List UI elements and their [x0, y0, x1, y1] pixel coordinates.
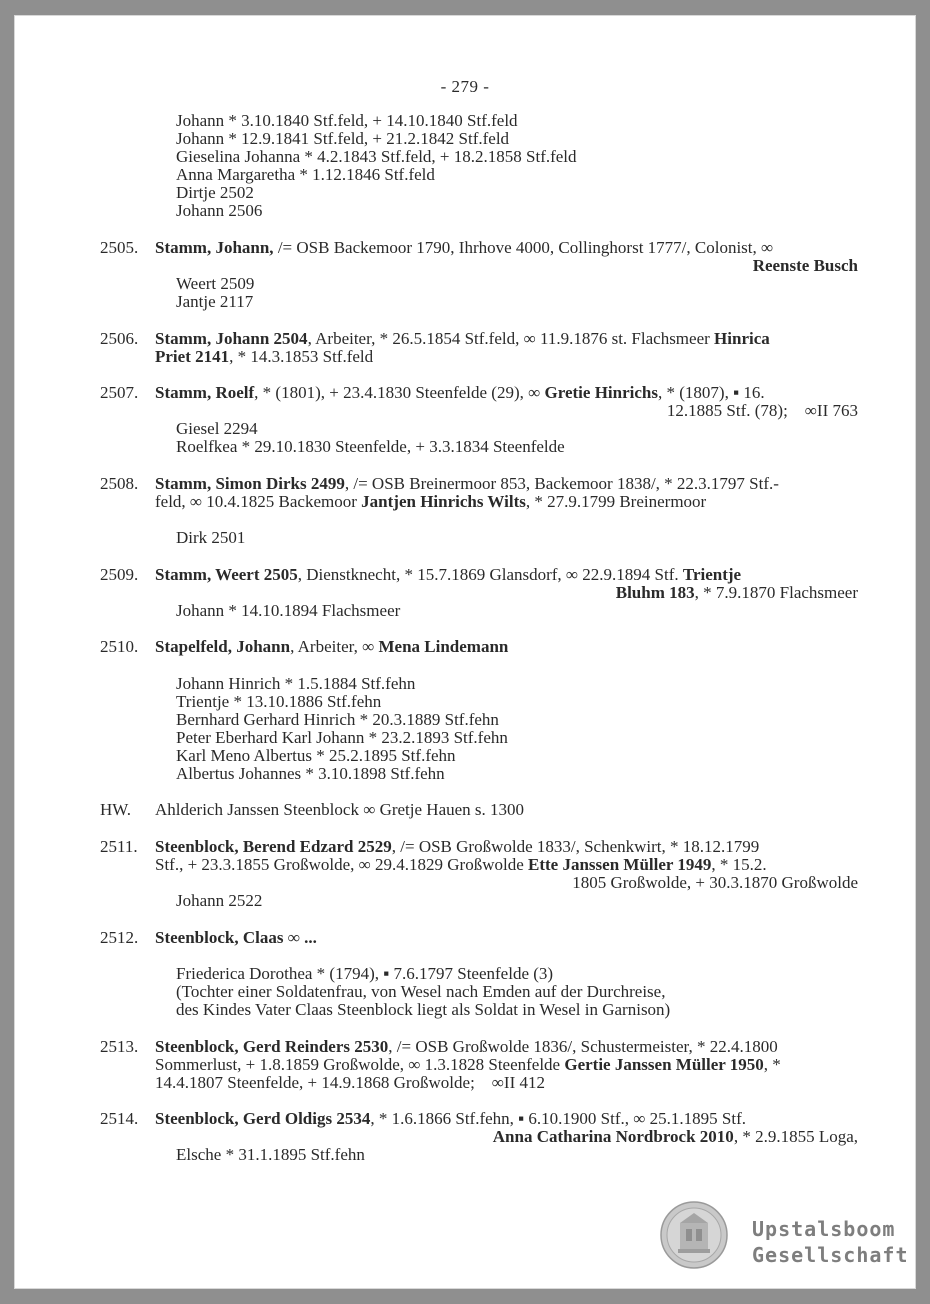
- person-name: Stamm, Simon Dirks 2499: [155, 474, 345, 493]
- entry-text: , /= OSB Großwolde 1836/, Schustermeister, * 22.4.1800: [388, 1037, 778, 1056]
- entry-line: [400, 584, 858, 602]
- entry-line: [155, 348, 373, 366]
- entry-text: , * 14.3.1853 Stf.feld: [229, 347, 374, 366]
- spouse-name: Gertie Janssen Müller 1950: [564, 1055, 764, 1074]
- list-item: Gieselina Johanna * 4.2.1843 Stf.feld, + 18.2.1858 Stf.feld: [176, 147, 577, 166]
- list-item: Johann Hinrich * 1.5.1884 Stf.fehn: [176, 674, 416, 693]
- list-item: Johann * 3.10.1840 Stf.feld, + 14.10.1840 Stf.feld: [176, 111, 518, 130]
- list-item: Anna Margaretha * 1.12.1846 Stf.feld: [176, 165, 435, 184]
- person-name: Stamm, Roelf: [155, 383, 255, 402]
- list-item: Roelfkea * 29.10.1830 Steenfelde, + 3.3.1834 Steenfelde: [176, 437, 565, 456]
- entry-number: 2507.: [100, 383, 139, 402]
- entry-line: [155, 1056, 781, 1074]
- entry-number: 2505.: [100, 238, 139, 257]
- spouse-name: Gretie Hinrichs: [544, 383, 658, 402]
- list-item: Friederica Dorothea * (1794), ▪ 7.6.1797 Steenfelde (3): [176, 964, 554, 983]
- list-item: Albertus Johannes * 3.10.1898 Stf.fehn: [176, 764, 445, 783]
- seal-logo-icon: [660, 1201, 728, 1269]
- spouse-name: Jantjen Hinrichs Wilts: [361, 492, 526, 511]
- brand-name-line2: Gesellschaft: [752, 1243, 909, 1267]
- entry-line: [155, 1110, 746, 1128]
- entry-line: [400, 257, 858, 275]
- entry-line: Ahlderich Janssen Steenblock ∞ Gretje Hauen s. 1300: [155, 800, 525, 819]
- spouse-name: Ette Janssen Müller 1949: [528, 855, 712, 874]
- list-item: (Tochter einer Soldatenfrau, von Wesel nach Emden auf der Durchreise,: [176, 982, 666, 1001]
- list-item: des Kindes Vater Claas Steenblock liegt als Soldat in Wesel in Garnison): [176, 1000, 671, 1019]
- entry-line: [400, 1128, 858, 1146]
- spouse-name: Reenste Busch: [752, 256, 858, 275]
- list-item: Karl Meno Albertus * 25.2.1895 Stf.fehn: [176, 746, 456, 765]
- entry-number: 2508.: [100, 474, 139, 493]
- entry-line: [155, 493, 706, 511]
- entry-line: 1805 Großwolde, + 30.3.1870 Großwolde: [572, 873, 858, 892]
- entry-line: 14.4.1807 Steenfelde, + 14.9.1868 Großwolde; ∞II 412: [155, 1073, 545, 1092]
- entry-number: HW.: [100, 800, 132, 819]
- entry-text: , Arbeiter, * 26.5.1854 Stf.feld, ∞ 11.9.1876 st. Flachsmeer: [307, 329, 715, 348]
- person-name: Stamm, Weert 2505: [155, 565, 298, 584]
- entry-number: 2514.: [100, 1109, 139, 1128]
- entry-number: 2506.: [100, 329, 139, 348]
- entry-number: 2512.: [100, 928, 139, 947]
- spouse-name: Anna Catharina Nordbrock 2010: [492, 1127, 734, 1146]
- entry-line: 12.1885 Stf. (78); ∞II 763: [666, 401, 858, 420]
- page-number: - 279 -: [440, 77, 490, 96]
- entry-text: , * 27.9.1799 Breinermoor: [525, 492, 707, 511]
- entry-text: , Arbeiter, ∞: [290, 637, 379, 656]
- list-item: Giesel 2294: [176, 419, 258, 438]
- entry-text: feld, ∞ 10.4.1825 Backemoor: [155, 492, 362, 511]
- entry-line: [155, 838, 759, 856]
- entry-text: , * (1807), ▪ 16.: [658, 383, 765, 402]
- list-item: Dirk 2501: [176, 528, 246, 547]
- list-item: Johann 2522: [176, 891, 263, 910]
- spouse-name: Priet 2141: [155, 347, 230, 366]
- entry-text: , Dienstknecht, * 15.7.1869 Glansdorf, ∞ 22.9.1894 Stf.: [297, 565, 683, 584]
- entry-text: , * 15.2.: [711, 855, 767, 874]
- entry-number: 2510.: [100, 637, 139, 656]
- person-name: Steenblock, Gerd Reinders 2530: [155, 1037, 389, 1056]
- entry-number: 2513.: [100, 1037, 139, 1056]
- person-name: Steenblock, Claas: [155, 928, 284, 947]
- spouse-name: Trientje: [682, 565, 742, 584]
- list-item: Elsche * 31.1.1895 Stf.fehn: [176, 1145, 365, 1164]
- entry-text: , * 7.9.1870 Flachsmeer: [694, 583, 858, 602]
- entry-text: Stf., + 23.3.1855 Großwolde, ∞ 29.4.1829 Großwolde: [155, 855, 529, 874]
- list-item: Johann 2506: [176, 201, 263, 220]
- entry-text: ∞ ...: [283, 928, 317, 947]
- entry-text: , * 1.6.1866 Stf.fehn, ▪ 6.10.1900 Stf., ∞ 25.1.1895 Stf.: [370, 1109, 746, 1128]
- list-item: Weert 2509: [176, 274, 255, 293]
- entry-line: [155, 475, 779, 493]
- entry-number: 2511.: [100, 837, 138, 856]
- entry-text: , /= OSB Großwolde 1833/, Schenkwirt, * 18.12.1799: [391, 837, 760, 856]
- entry-line: [155, 566, 741, 584]
- list-item: Johann * 12.9.1841 Stf.feld, + 21.2.1842 Stf.feld: [176, 129, 510, 148]
- person-name: Steenblock, Gerd Oldigs 2534: [155, 1109, 371, 1128]
- list-item: Trientje * 13.10.1886 Stf.fehn: [176, 692, 382, 711]
- brand-name-line1: Upstalsboom: [752, 1217, 896, 1241]
- entry-text: , /= OSB Breinermoor 853, Backemoor 1838/, * 22.3.1797 Stf.-: [344, 474, 779, 493]
- entry-text: , * 2.9.1855 Loga,: [733, 1127, 858, 1146]
- spouse-name: Mena Lindemann: [378, 637, 509, 656]
- entry-text: , *: [763, 1055, 781, 1074]
- entry-line: [155, 1038, 778, 1056]
- list-item: Peter Eberhard Karl Johann * 23.2.1893 Stf.fehn: [176, 728, 508, 747]
- list-item: Jantje 2117: [176, 292, 254, 311]
- entry-line: [155, 638, 508, 656]
- person-name: Stamm, Johann 2504: [155, 329, 308, 348]
- list-item: Bernhard Gerhard Hinrich * 20.3.1889 Stf.fehn: [176, 710, 499, 729]
- spouse-name: Hinrica: [714, 329, 770, 348]
- person-name: Steenblock, Berend Edzard 2529: [155, 837, 392, 856]
- spouse-name: Bluhm 183: [615, 583, 695, 602]
- entry-text: , * (1801), + 23.4.1830 Steenfelde (29), ∞: [254, 383, 545, 402]
- list-item: Johann * 14.10.1894 Flachsmeer: [176, 601, 401, 620]
- entry-text: /= OSB Backemoor 1790, Ihrhove 4000, Collinghorst 1777/, Colonist, ∞: [273, 238, 774, 257]
- entry-line: [155, 929, 317, 947]
- entry-text: Sommerlust, + 1.8.1859 Großwolde, ∞ 1.3.1828 Steenfelde: [155, 1055, 565, 1074]
- entry-line: [155, 239, 773, 257]
- entry-line: [155, 384, 765, 402]
- entry-line: [155, 330, 770, 348]
- list-item: Dirtje 2502: [176, 183, 254, 202]
- person-name: Stapelfeld, Johann: [155, 637, 291, 656]
- entry-line: [155, 856, 767, 874]
- entry-number: 2509.: [100, 565, 139, 584]
- person-name: Stamm, Johann,: [155, 238, 274, 257]
